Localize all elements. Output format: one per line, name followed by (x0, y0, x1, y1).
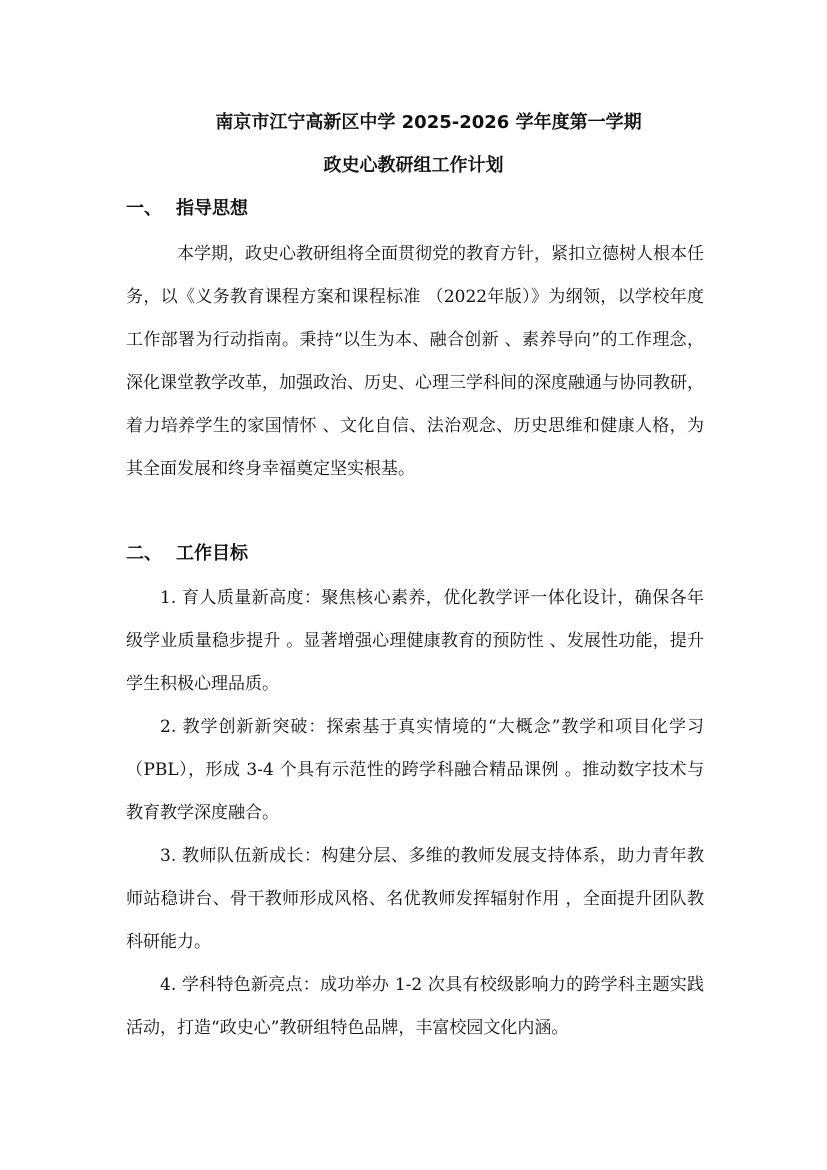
section-heading-guiding-thought (126, 197, 248, 221)
section-number: 一、 (126, 198, 162, 219)
section-heading-work-goals (126, 542, 248, 566)
document-title: 南京市江宁高新区中学 2025-2026 学年度第一学期 (215, 112, 642, 133)
section-heading-text: 指导思想 (176, 198, 248, 219)
goal-item-1: 1. 育人质量新高度：聚焦核心素养，优化教学评一体化设计，确保各年级学业质量稳步提升 。显著增强心理健康教育的预防性 、发展性功能，提升学生积极心理品质。 (126, 588, 704, 694)
guiding-thought-paragraph: 本学期，政史心教研组将全面贯彻党的教育方针，紧扣立德树人根本任务，以《义务教育课程方案和课程标准 （2022年版）》为纲领，以学校年度工作部署为行动指南。秉持“以生为本、融合创新 、素养导向”的工作理念，深化课堂教学改革，加强政治、历史、心理三学科间的深度融通与协同教研，着力培养学生的家国情怀 、文化自信、法治观念、历史思维和健康人格，为其全面发展和终身幸福奠定坚实根基。 (126, 244, 704, 479)
document-subtitle: 政史心教研组工作计划 (323, 155, 504, 176)
goal-item-3: 3. 教师队伍新成长：构建分层、多维的教师发展支持体系，助力青年教师站稳讲台、骨干教师形成风格、名优教师发挥辐射作用 ，全面提升团队教科研能力。 (126, 846, 704, 952)
section-heading-text: 工作目标 (176, 543, 248, 564)
goal-item-2: 2. 教学创新新突破：探索基于真实情境的“大概念”教学和项目化学习（PBL），形成 3-4 个具有示范性的跨学科融合精品课例 。推动数字技术与教育教学深度融合。 (126, 717, 704, 823)
goal-item-4: 4. 学科特色新亮点：成功举办 1-2 次具有校级影响力的跨学科主题实践活动，打造“政史心”教研组特色品牌，丰富校园文化内涵。 (126, 975, 704, 1038)
section-number: 二、 (126, 543, 162, 564)
